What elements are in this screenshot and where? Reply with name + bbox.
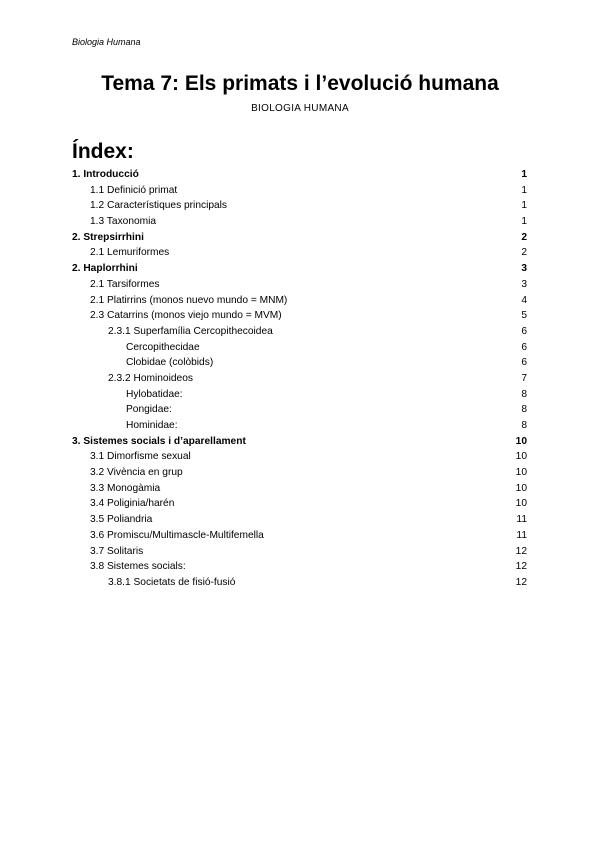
toc-entry-label: Hominidae: bbox=[126, 420, 178, 431]
document-title: Tema 7: Els primats i l’evolució humana bbox=[101, 72, 499, 95]
toc-entry[interactable] bbox=[72, 465, 527, 481]
toc-entry-page: 2 bbox=[521, 231, 527, 243]
toc-entry-page: 2 bbox=[521, 247, 527, 259]
toc-entry-page: 11 bbox=[516, 529, 527, 541]
toc-entry-page: 1 bbox=[521, 216, 527, 228]
toc-entry[interactable] bbox=[72, 293, 527, 309]
toc-entry[interactable] bbox=[72, 198, 527, 214]
toc-entry[interactable] bbox=[72, 418, 527, 434]
toc-entry-label: 2.3.2 Hominoideos bbox=[108, 372, 193, 384]
toc-entry-page: 8 bbox=[521, 404, 527, 416]
toc-entry[interactable] bbox=[72, 324, 527, 340]
toc-entry-label: 2. Strepsirrhini bbox=[72, 231, 144, 243]
toc-entry-label: 2.1 Lemuriformes bbox=[90, 247, 170, 259]
toc-entry-label: Hylobatidae: bbox=[126, 388, 183, 400]
toc-entry-page: 6 bbox=[521, 341, 527, 353]
toc-entry[interactable] bbox=[72, 512, 527, 528]
toc-entry-page: 12 bbox=[515, 545, 527, 557]
toc-entry[interactable] bbox=[72, 261, 527, 277]
toc-entry[interactable] bbox=[72, 387, 527, 403]
toc-entry-page: 4 bbox=[521, 294, 527, 306]
toc-entry-label: 1. Introducció bbox=[72, 169, 139, 180]
toc-entry-label: Cercopithecidae bbox=[126, 341, 200, 353]
toc-entry-page: 10 bbox=[515, 467, 527, 479]
toc-entry-label: 1.1 Definició primat bbox=[90, 184, 178, 196]
toc-entry[interactable] bbox=[72, 340, 527, 356]
toc-entry[interactable] bbox=[72, 434, 527, 450]
index-heading: Índex: bbox=[72, 140, 134, 163]
toc-entry-label: 3.2 Vivència en grup bbox=[90, 467, 183, 479]
toc-entry-page: 10 bbox=[515, 451, 527, 463]
toc-entry-label: 3.6 Promiscu/Multimascle-Multifemella bbox=[90, 529, 264, 541]
toc-entry[interactable] bbox=[72, 544, 527, 560]
toc-entry-page: 3 bbox=[521, 263, 527, 275]
toc-entry-label: 2.1 Platirrins (monos nuevo mundo = MNM) bbox=[90, 294, 288, 306]
toc-entry-page: 1 bbox=[521, 200, 527, 212]
toc-entry-label: 3.4 Poliginia/harén bbox=[90, 498, 175, 510]
toc-entry[interactable] bbox=[72, 214, 527, 230]
toc-entry-page: 10 bbox=[515, 498, 527, 510]
toc-entry-page: 1 bbox=[521, 169, 527, 180]
toc-entry-label: 1.2 Característiques principals bbox=[90, 200, 228, 212]
toc-entry[interactable] bbox=[72, 183, 527, 199]
toc-entry-label: 3.7 Solitaris bbox=[90, 545, 144, 557]
toc-entry-label: Pongidae: bbox=[126, 404, 172, 416]
toc-entry[interactable] bbox=[72, 167, 527, 183]
toc-entry[interactable] bbox=[72, 559, 527, 575]
toc-entry-page: 12 bbox=[515, 576, 527, 588]
toc-entry-page: 10 bbox=[515, 435, 527, 447]
toc-entry-label: 2.3 Catarrins (monos viejo mundo = MVM) bbox=[90, 310, 282, 322]
toc-entry-label: 3.3 Monogàmia bbox=[90, 482, 161, 494]
running-header: Biologia Humana bbox=[72, 37, 141, 47]
toc-entry[interactable] bbox=[72, 575, 527, 591]
toc-entry-page: 6 bbox=[521, 325, 527, 337]
toc-entry[interactable] bbox=[72, 528, 527, 544]
toc-entry-page: 6 bbox=[521, 357, 527, 369]
toc-entry[interactable] bbox=[72, 371, 527, 387]
toc-entry[interactable] bbox=[72, 481, 527, 497]
toc-entry-page: 7 bbox=[521, 372, 527, 384]
toc-entry-label: 3. Sistemes socials i d’aparellament bbox=[72, 435, 246, 447]
toc-entry-label: 1.3 Taxonomia bbox=[90, 216, 157, 228]
toc-entry-page: 10 bbox=[515, 482, 527, 494]
toc-entry-label: 3.5 Poliandria bbox=[90, 514, 153, 526]
toc-entry-label: Clobidae (colòbids) bbox=[126, 357, 214, 369]
toc-entry-page: 8 bbox=[521, 388, 527, 400]
toc-entry-label: 3.8.1 Societats de fisió-fusió bbox=[108, 576, 236, 588]
toc-entry-page: 1 bbox=[521, 184, 527, 196]
toc-entry[interactable] bbox=[72, 496, 527, 512]
document-subtitle: BIOLOGIA HUMANA bbox=[251, 103, 349, 114]
toc-entry-page: 11 bbox=[516, 514, 527, 526]
toc-entry[interactable] bbox=[72, 308, 527, 324]
table-of-contents bbox=[72, 167, 527, 591]
toc-entry-page: 8 bbox=[521, 420, 527, 431]
toc-entry-label: 2. Haplorrhini bbox=[72, 263, 138, 275]
toc-entry-label: 2.1 Tarsiformes bbox=[90, 278, 160, 290]
toc-entry-label: 3.8 Sistemes socials: bbox=[90, 561, 186, 573]
toc-entry[interactable] bbox=[72, 355, 527, 371]
toc-entry[interactable] bbox=[72, 245, 527, 261]
toc-entry[interactable] bbox=[72, 449, 527, 465]
toc-entry-page: 5 bbox=[521, 310, 527, 322]
toc-entry[interactable] bbox=[72, 402, 527, 418]
toc-entry-label: 3.1 Dimorfisme sexual bbox=[90, 451, 191, 463]
toc-entry-label: 2.3.1 Superfamília Cercopithecoidea bbox=[108, 325, 273, 337]
toc-entry-page: 12 bbox=[515, 561, 527, 573]
toc-entry-page: 3 bbox=[521, 278, 527, 290]
toc-entry[interactable] bbox=[72, 277, 527, 293]
toc-entry[interactable] bbox=[72, 230, 527, 246]
